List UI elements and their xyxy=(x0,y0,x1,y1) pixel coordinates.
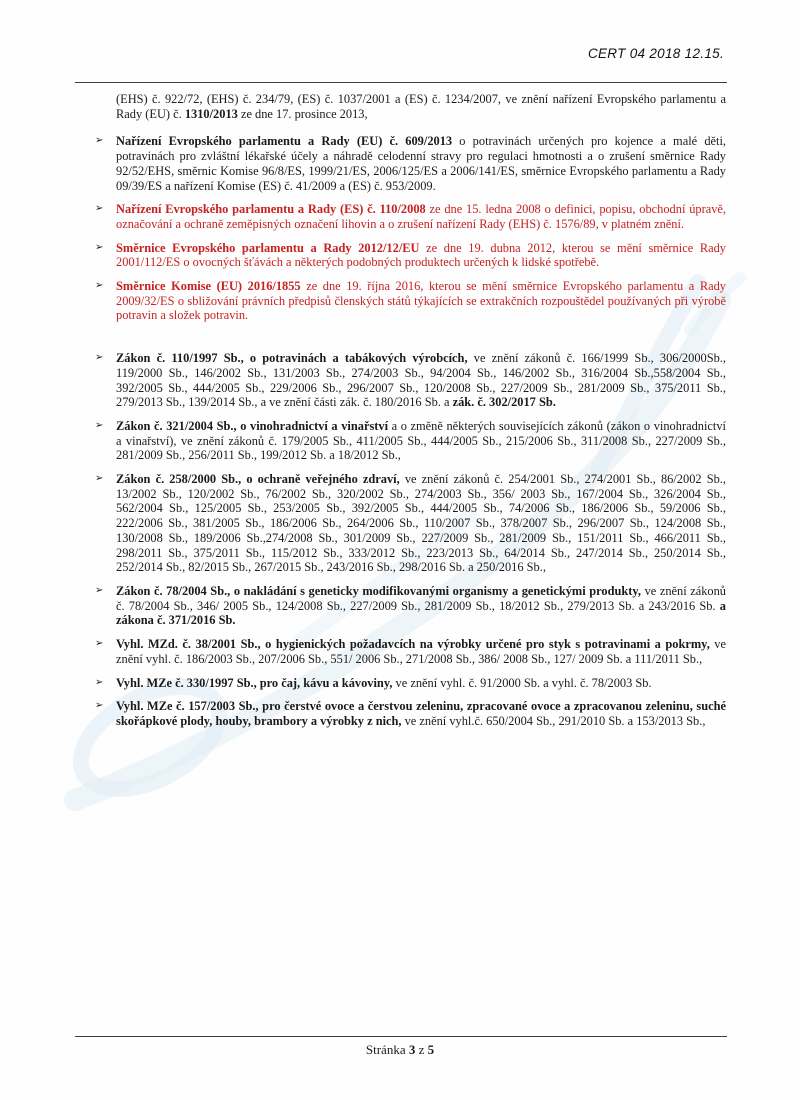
list-item-text: Nařízení Evropského parlamentu a Rady (EU) č. 609/2013 o potravinách určených pro kojence a malé děti, potravinách pro zvláštní lékařské účely a náhradě celodenní stravy pro regulaci hmotnosti a o zrušení směrnice Rady 92/52/EHS, směrnic Komise 96/8/ES, 1999/21/ES, 2006/125/ES a 2006/141/ES, směrnice Evropského parlamentu a Rady 09/39/ES a nařízení Komise (ES) č. 41/2009 a (ES) č. 953/2009. xyxy=(116,134,726,193)
list-item-text: Vyhl. MZe č. 157/2003 Sb., pro čerstvé ovoce a čerstvou zeleninu, zpracované ovoce a zpracovanou zeleninu, suché skořápkové plody, houby, brambory a výrobky z nich, ve znění vyhl.č. 650/2004 Sb., 291/2010 Sb. a 153/2013 Sb., xyxy=(116,699,726,728)
document-body xyxy=(95,92,726,738)
list-item xyxy=(95,676,726,691)
list-item-text: Vyhl. MZd. č. 38/2001 Sb., o hygienických požadavcích na výrobky určené pro styk s potravinami a pokrmy, ve znění vyhl. č. 186/2003 Sb., 207/2006 Sb., 551/ 2006 Sb., 271/2008 Sb., 386/ 2008 Sb., 127/ 2009 Sb. a 111/2011 Sb., xyxy=(116,637,727,666)
list-item-text: Směrnice Komise (EU) 2016/1855 ze dne 19. října 2016, kterou se mění směrnice Evropského parlamentu a Rady 2009/32/ES o sbližování právních předpisů členských států týkajících se extrakčních rozpouštědel používaných při výrobě potravin a složek potravin. xyxy=(116,279,726,323)
arrow-bullet-icon: ➢ xyxy=(95,241,104,253)
list-item xyxy=(95,241,726,270)
arrow-bullet-icon: ➢ xyxy=(95,280,104,292)
list-item xyxy=(95,351,726,410)
list-item xyxy=(95,699,726,728)
list-item xyxy=(95,584,726,628)
arrow-bullet-icon: ➢ xyxy=(95,700,104,712)
arrow-bullet-icon: ➢ xyxy=(95,676,104,688)
list-item-text: Směrnice Evropského parlamentu a Rady 2012/12/EU ze dne 19. dubna 2012, kterou se mění směrnice Rady 2001/112/ES o ovocných šťávách a některých podobných produktech určených k lidské spotřebě. xyxy=(116,240,726,270)
header-rule xyxy=(75,82,727,83)
arrow-bullet-icon: ➢ xyxy=(95,638,104,650)
list-item-text: Zákon č. 110/1997 Sb., o potravinách a tabákových výrobcích, ve znění zákonů č. 166/1999 Sb., 306/2000Sb., 119/2000 Sb., 146/2002 Sb., 131/2003 Sb., 274/2003 Sb., 94/2004 Sb., 146/2002 Sb., 316/2004 Sb.,558/2004 Sb., 392/2005 Sb., 444/2005 Sb., 229/2006 Sb., 296/2007 Sb., 120/2008 Sb., 227/2009 Sb., 281/2009 Sb., 375/2011 Sb., 279/2013 Sb., 139/2014 Sb., a ve znění části zák. č. 180/2016 Sb. a zák. č. 302/2017 Sb. xyxy=(116,351,726,410)
list-item-text: Zákon č. 321/2004 Sb., o vinohradnictví a vinařství a o změně některých souvisejících zákonů (zákon o vinohradnictví a vinařství), ve znění zákonů č. 179/2005 Sb., 411/2005 Sb., 444/2005 Sb., 215/2006 Sb., 311/2008 Sb., 227/2009 Sb., 281/2009 Sb., 256/2011 Sb., 199/2012 Sb. a 18/2012 Sb., xyxy=(116,418,726,463)
footer-rule xyxy=(75,1036,727,1037)
doc-code: CERT 04 2018 12.15. xyxy=(587,46,724,61)
list-item xyxy=(95,637,726,666)
list-item-text: Zákon č. 78/2004 Sb., o nakládání s geneticky modifikovanými organismy a genetickými produkty, ve znění zákonů č. 78/2004 Sb., 346/ 2005 Sb., 124/2008 Sb., 227/2009 Sb., 281/2009 Sb., 18/2012 Sb., 279/2013 Sb. a 243/2016 Sb. a zákona č. 371/2016 Sb. xyxy=(116,583,726,628)
list-item-text: Vyhl. MZe č. 330/1997 Sb., pro čaj, kávu a kávoviny, ve znění vyhl. č. 91/2000 Sb. a vyhl. č. 78/2003 Sb. xyxy=(116,675,652,690)
intro-paragraph: (EHS) č. 922/72, (EHS) č. 234/79, (ES) č. 1037/2001 a (ES) č. 1234/2007, ve znění nařízení Evropského parlamentu a Rady (EU) č. 1310/2013 ze dne 17. prosince 2013, xyxy=(116,92,726,121)
regulation-list xyxy=(95,134,726,728)
list-item-text: Nařízení Evropského parlamentu a Rady (ES) č. 110/2008 ze dne 15. ledna 2008 o definici, popisu, obchodní úpravě, označování a ochraně zeměpisných označení lihovin a o zrušení nařízení Rady (EHS) č. 1576/89, v platném znění. xyxy=(116,202,727,231)
arrow-bullet-icon: ➢ xyxy=(95,584,104,596)
list-item xyxy=(95,134,726,193)
list-item xyxy=(95,279,726,323)
list-item xyxy=(95,202,726,231)
list-item xyxy=(95,419,726,463)
arrow-bullet-icon: ➢ xyxy=(95,203,104,215)
list-item-text: Zákon č. 258/2000 Sb., o ochraně veřejného zdraví, ve znění zákonů č. 254/2001 Sb., 274/2001 Sb., 86/2002 Sb., 13/2002 Sb., 120/2002 Sb., 76/2002 Sb., 320/2002 Sb., 274/2003 Sb., 356/ 2003 Sb., 167/2004 Sb., 326/2004 Sb., 562/2004 Sb., 125/2005 Sb., 253/2005 Sb., 392/2005 Sb., 444/2005 Sb., 74/2006 Sb., 186/2006 Sb., 59/2006 Sb., 222/2006 Sb., 381/2005 Sb., 186/2006 Sb., 264/2006 Sb., 110/2007 Sb., 378/2007 Sb., 296/2007 Sb., 124/2008 Sb., 130/2008 Sb., 189/2006 Sb.,274/2008 Sb., 301/2009 Sb., 227/2009 Sb., 281/2009 Sb., 151/2011 Sb., 466/2011 Sb., 298/2011 Sb., 375/2011 Sb., 115/2012 Sb., 333/2012 Sb., 223/2013 Sb., 64/2014 Sb., 247/2014 Sb., 250/2014 Sb., 252/2014 Sb., 82/2015 Sb., 267/2015 Sb., 243/2016 Sb., 298/2016 Sb. a 250/2016 Sb., xyxy=(116,472,726,575)
arrow-bullet-icon: ➢ xyxy=(95,473,104,485)
arrow-bullet-icon: ➢ xyxy=(95,419,104,431)
arrow-bullet-icon: ➢ xyxy=(95,135,104,147)
list-item xyxy=(95,472,726,575)
arrow-bullet-icon: ➢ xyxy=(95,352,104,364)
page-number: Stránka 3 z 5 xyxy=(365,1042,435,1057)
